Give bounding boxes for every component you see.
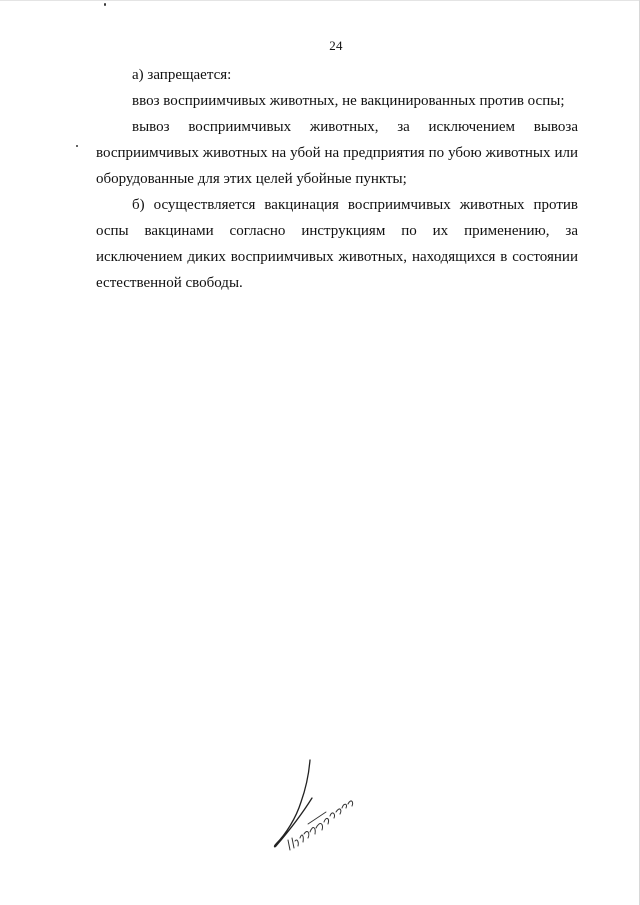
word: исключением (428, 119, 516, 135)
handwritten-signature (268, 758, 378, 854)
item-a-export-ban-first-line (96, 114, 578, 140)
item-a-export-ban-continuation: восприимчивых животных на убой на предприятия по убою животных или оборудованные для этих целей убойные пункты; (96, 145, 578, 187)
page-number: 24 (329, 38, 343, 53)
scan-speck (104, 3, 106, 6)
item-a-heading: а) запрещается: (132, 67, 232, 83)
scan-speck (76, 145, 78, 147)
word: за (397, 119, 410, 135)
item-b-vaccination: б) осуществляется вакцинация восприимчивых животных против оспы вакцинами согласно инструкциям по их применению, за исключением диких восприимчивых животных, находящихся в состоянии естественной свободы. (96, 197, 578, 291)
item-a-export-ban (96, 114, 578, 192)
item-a-import-ban: ввоз восприимчивых животных, не вакцинированных против оспы; (132, 93, 565, 109)
document-body (96, 62, 578, 296)
word: вывоз (132, 119, 170, 135)
scan-edge-top (0, 0, 640, 1)
word: восприимчивых (188, 119, 292, 135)
word: вывоза (533, 119, 578, 135)
word: животных, (309, 119, 379, 135)
